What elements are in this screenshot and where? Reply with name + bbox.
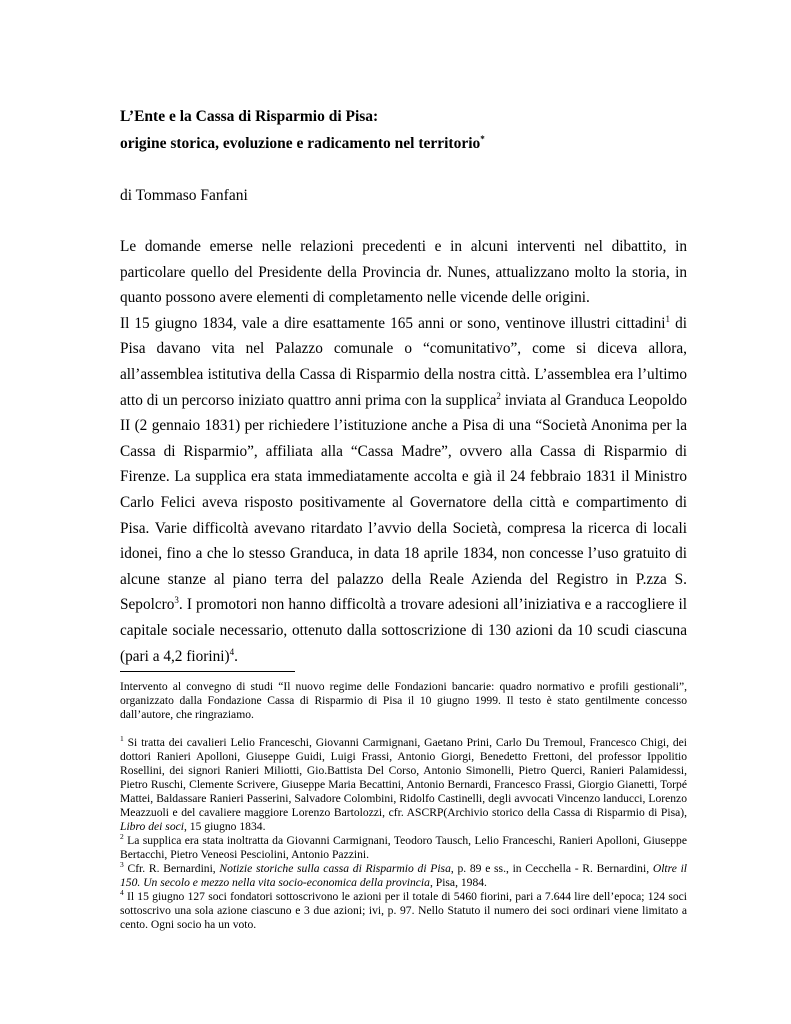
footnotes: [120, 680, 687, 932]
footnote-ref-4: 4: [229, 646, 235, 657]
footnote-ref-2: 2: [496, 390, 501, 401]
footnote-2: $^2$ La supplica era stata inoltratta da Giovanni Carmignani, Teodoro Tausch, Lelio Franceschi, Ranieri Apolloni, Giuseppe Bertacchi, Pietro Veneosi Pesciolini, Antonio Pazzini.: [120, 832, 687, 861]
footnote-4: $^4$ Il 15 giugno 127 soci fondatori sottoscrivono le azioni per il totale di 5460 fiorini, pari a 7.644 lire dell’epoca; 124 soci sottoscrivo una sola azione ciascuno e 3 due azioni; ivi, p. 97. Nello Statuto il numero dei soci ordinari viene limitato a cento. Ogni socio ha un voto.: [120, 888, 687, 931]
title-footnote-marker: *: [480, 133, 485, 144]
title-line-1: L’Ente e la Cassa di Risparmio di Pisa:: [120, 108, 379, 125]
footnote-3: $^3$ Cfr. R. Bernardini, Notizie storiche sulla cassa di Risparmio di Pisa, p. 89 e ss., in Cecchella - R. Bernardini, Oltre il 150. Un secolo e mezzo nella vita socio-economica della provincia, Pisa, 1984.: [120, 860, 688, 889]
footnote-1: $^1$ Si tratta dei cavalieri Lelio Franceschi, Giovanni Carmignani, Gaetano Prini, Carlo Du Tremoul, Francesco Chigi, dei dottori Ranieri Apolloni, Giuseppe Guidi, Luigi Frassi, Antonio Giorgi, Benedetto Frettoni, del professor Ippolitio Rosellini, dei signori Ranieri Miliotti, Gio.Battista Del Corso, Antonio Simonelli, Pietro Querci, Ranieri Palamidessi, Pietro Ruschi, Clemente Scrivere, Giuseppe Maria Becattini, Antonio Bernardi, Francesco Frassi, Giorgio Gianetti, Torpé Mattei, Baldassare Ranieri Passerini, Salvadore Colombini, Ridolfo Castinelli, degli avvocati Vincenzo landucci, Lorenzo Meazzuoli e del cavaliere maggiore Lorenzo Bartolozzi, cfr. ASCRP(Archivio storico della Cassa di Risparmio di Pisa), Libro dei soci, 15 giugno 1834.: [120, 734, 687, 833]
title-line-2: origine storica, evoluzione e radicamento nel territorio*: [120, 133, 485, 152]
author-line: di Tommaso Fanfani: [120, 187, 248, 204]
paragraph-2: Il 15 giugno 1834, vale a dire esattamente 165 anni or sono, ventinove illustri cittadini$^1$ di Pisa davano vita nel Palazzo comunale o “comunitativo”, come si diceva allora, all’assemblea istitutiva della Cassa di Risparmio della nostra città. L’assemblea era l’ultimo atto di un percorso iniziato quattro anni prima con la supplica$^2$ inviata al Granduca Leopoldo II (2 gennaio 1831) per richiedere l’istituzione anche a Pisa di una “Società Anonima per la Cassa di Risparmio”, affiliata alla “Cassa Madre”, ovvero alla Cassa di Risparmio di Firenze. La supplica era stata immediatamente accolta e già il 24 febbraio 1831 il Ministro Carlo Felici aveva risposto positivamente al Governatore della città e compartimento di Pisa. Varie difficoltà avevano ritardato l’avvio della Società, compresa la ricerca di locali idonei, fino a che lo stesso Granduca, in data 18 aprile 1834, non concesse l’uso gratuito di alcune stanze al piano terra del palazzo della Reale Azienda del Registro in P.zza S. Sepolcro$^3$. I promotori non hanno difficoltà a trovare adesioni all’iniziativa e a raccogliere il capitale sociale necessario, ottenuto dalla sottoscrizione di 130 azioni da 10 scudi ciascuna (pari a 4,2 fiorini)$^4$.: [120, 313, 687, 665]
body-text: [120, 234, 687, 669]
paragraph-1: Le domande emerse nelle relazioni precedenti e in alcuni interventi nel dibattito, in particolare quello del Presidente della Provincia dr. Nunes, attualizzano molto la storia, in quanto possono avere elementi di completamento nelle vicende delle origini.: [120, 238, 687, 307]
footnote-ref-3: 3: [174, 595, 179, 606]
footnote-intro: Intervento al convegno di studi “Il nuovo regime delle Fondazioni bancarie: quadro normativo e profili gestionali”, organizzato dalla Fondazione Cassa di Risparmio di Pisa il 10 giugno 1999. Il testo è stato gentilmente concesso dall’autore, che ringraziamo.: [120, 680, 687, 721]
footnote-ref-1: 1: [665, 313, 671, 324]
footnote-separator: [120, 671, 295, 672]
